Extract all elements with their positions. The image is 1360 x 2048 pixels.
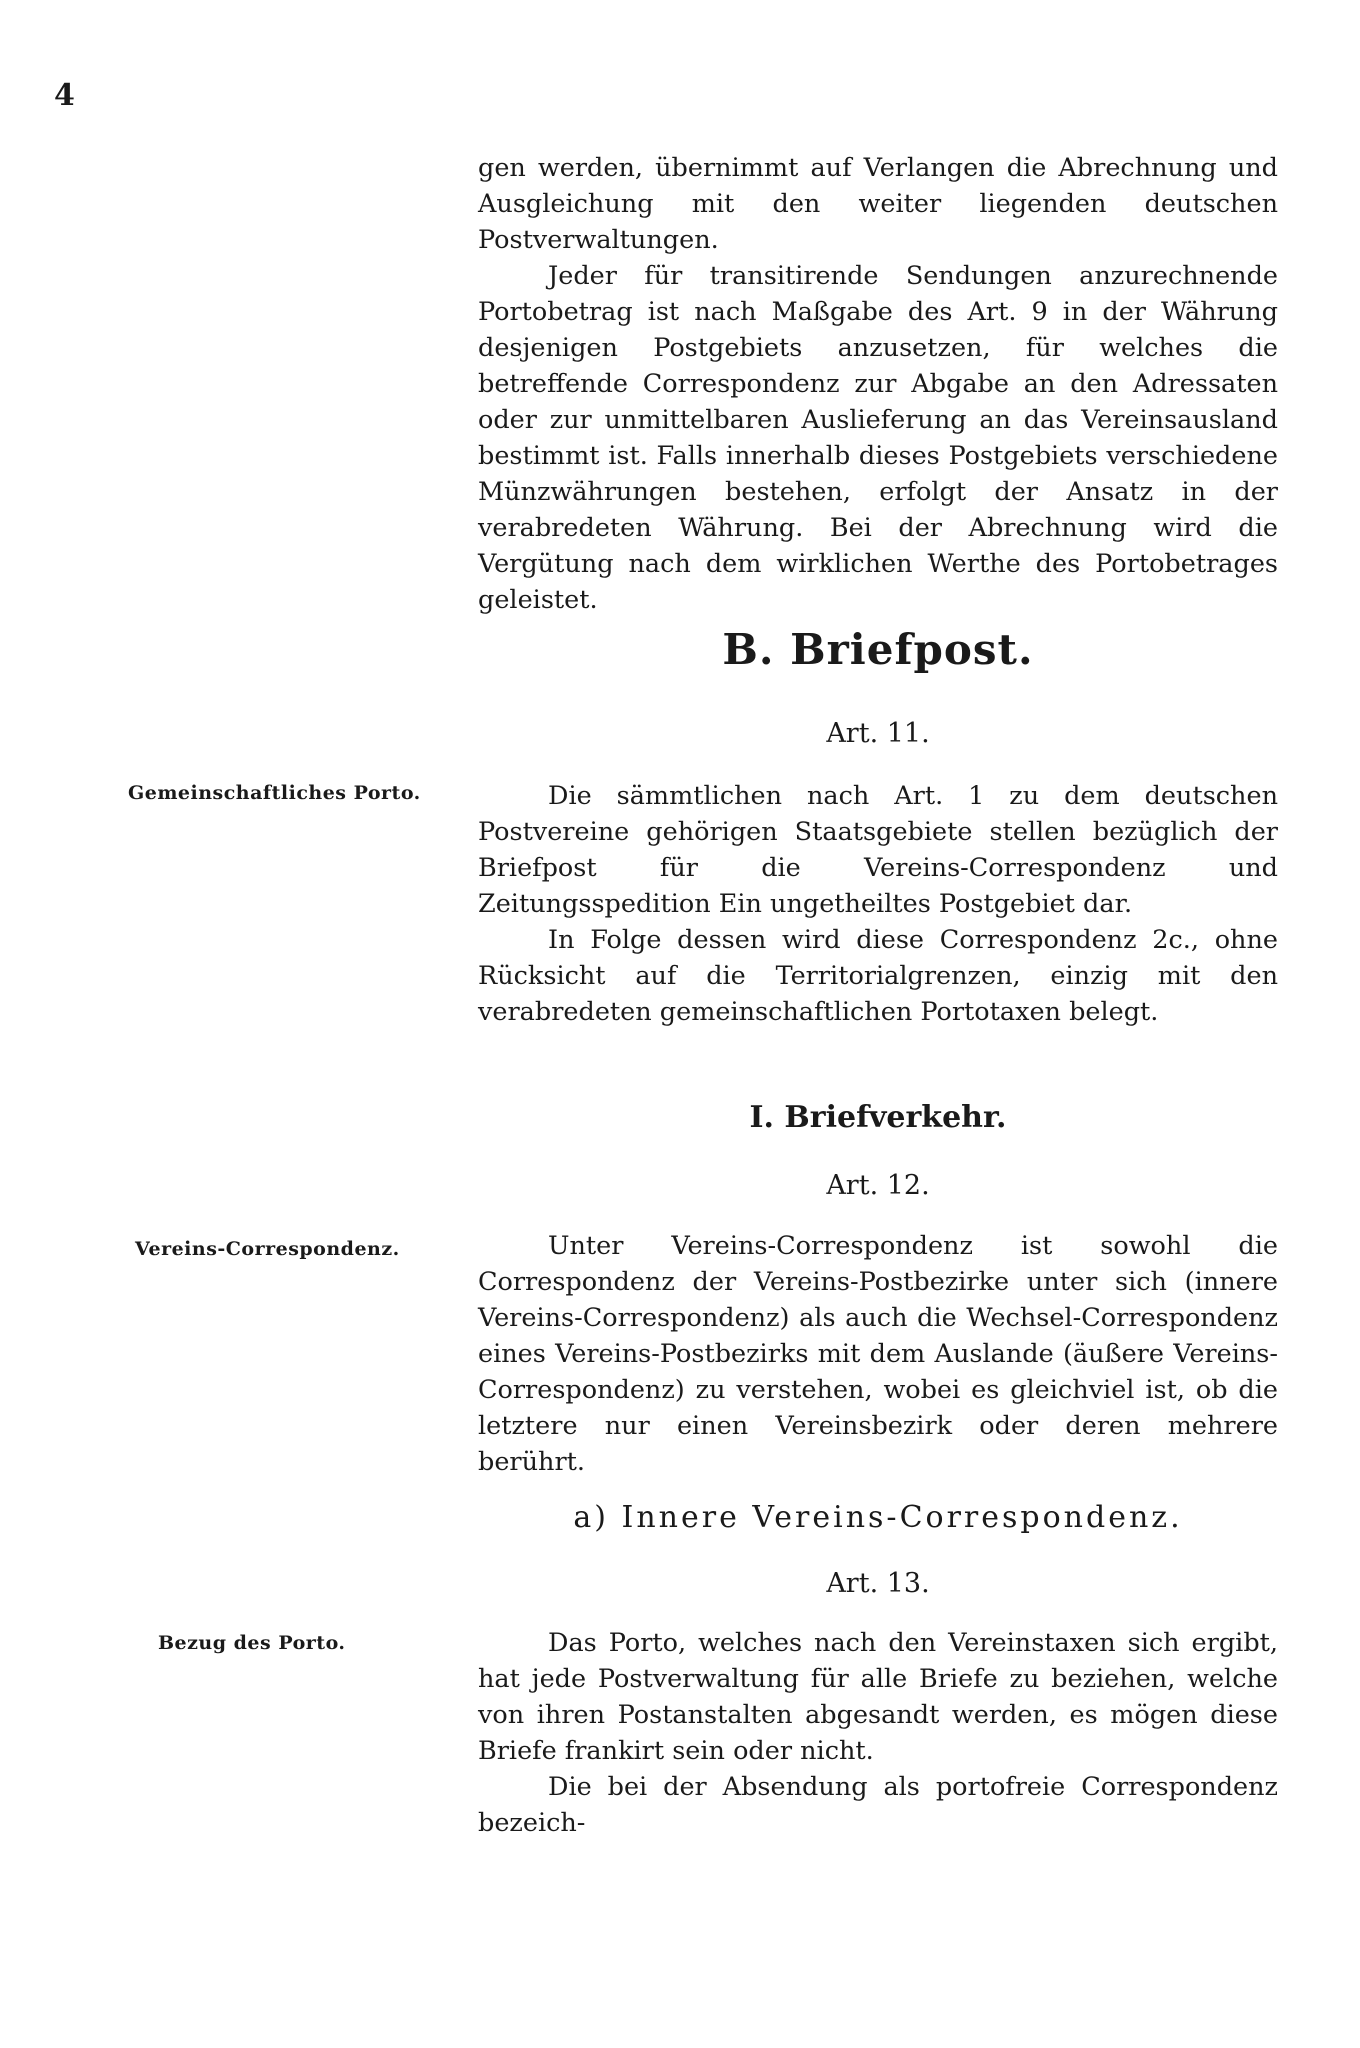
subsection-title-briefverkehr: I. Briefverkehr. [749, 1100, 1007, 1135]
art-13-paragraph-1: Das Porto, welches nach den Vereinstaxen sich ergibt, hat jede Postverwaltung für alle Briefe zu beziehen, welche von ihren Postanstalten abgesandt werden, es mögen diese Briefe frankirt sein oder nicht. [478, 1628, 1278, 1766]
section-b-header [478, 625, 1278, 674]
art-13-text [478, 1625, 1278, 1841]
top-text-block [478, 150, 1278, 618]
article-heading-13: Art. 13. [826, 1568, 930, 1599]
art-11-paragraph-2: In Folge dessen wird diese Correspondenz 2c., ohne Rücksicht auf die Territorialgrenzen, einzig mit den verabredeten gemeinschaftlichen Portotaxen belegt. [478, 925, 1278, 1027]
art-12-heading-block [478, 1170, 1278, 1201]
subsection-a-header [478, 1500, 1278, 1535]
paragraph-continuation: gen werden, übernimmt auf Verlangen die Abrechnung und Ausgleichung mit den weiter liegenden deutschen Postverwaltungen. [478, 153, 1278, 255]
art-11-text [478, 778, 1278, 1030]
article-heading-11: Art. 11. [826, 718, 930, 749]
subsection-i-header [478, 1100, 1278, 1135]
margin-note-bezug-des-porto: Bezug des Porto. [158, 1632, 346, 1654]
art-11-heading-block [478, 718, 1278, 749]
art-12-paragraph-1: Unter Vereins-Correspondenz ist sowohl die Correspondenz der Vereins-Postbezirke unter sich (innere Vereins-Correspondenz) als auch die Wechsel-Correspondenz eines Vereins-Postbezirks mit dem Auslande (äußere Vereins-Correspondenz) zu verstehen, wobei es gleichviel ist, ob die letztere nur einen Vereinsbezirk oder deren mehrere berührt. [478, 1231, 1278, 1477]
margin-note-vereins-correspondenz: Vereins-Correspondenz. [135, 1238, 400, 1260]
paragraph-transit-porto: Jeder für transitirende Sendungen anzurechnende Portobetrag ist nach Maßgabe des Art. 9 in der Währung desjenigen Postgebiets anzusetzen, für welches die betreffende Correspondenz zur Abgabe an den Adressaten oder zur unmittelbaren Auslieferung an das Vereinsausland bestimmt ist. Falls innerhalb dieses Postgebiets verschiedene Münzwährungen bestehen, erfolgt der Ansatz in der verabredeten Währung. Bei der Abrechnung wird die Vergütung nach dem wirklichen Werthe des Portobetrages geleistet. [478, 261, 1278, 615]
article-heading-12: Art. 12. [826, 1170, 930, 1201]
subsection-title-innere-vereins-correspondenz: a) Innere Vereins-Correspondenz. [573, 1500, 1183, 1535]
art-13-heading-block [478, 1568, 1278, 1599]
art-12-text [478, 1228, 1278, 1480]
section-title: B. Briefpost. [722, 625, 1034, 674]
margin-note-gemeinschaftliches-porto: Gemeinschaftliches Porto. [128, 782, 421, 804]
art-13-paragraph-2: Die bei der Absendung als portofreie Correspondenz bezeich- [478, 1772, 1278, 1838]
art-11-paragraph-1: Die sämmtlichen nach Art. 1 zu dem deutschen Postvereine gehörigen Staatsgebiete stellen bezüglich der Briefpost für die Vereins-Correspondenz und Zeitungsspedition Ein ungetheiltes Postgebiet dar. [478, 781, 1278, 919]
page-number: 4 [54, 78, 75, 113]
